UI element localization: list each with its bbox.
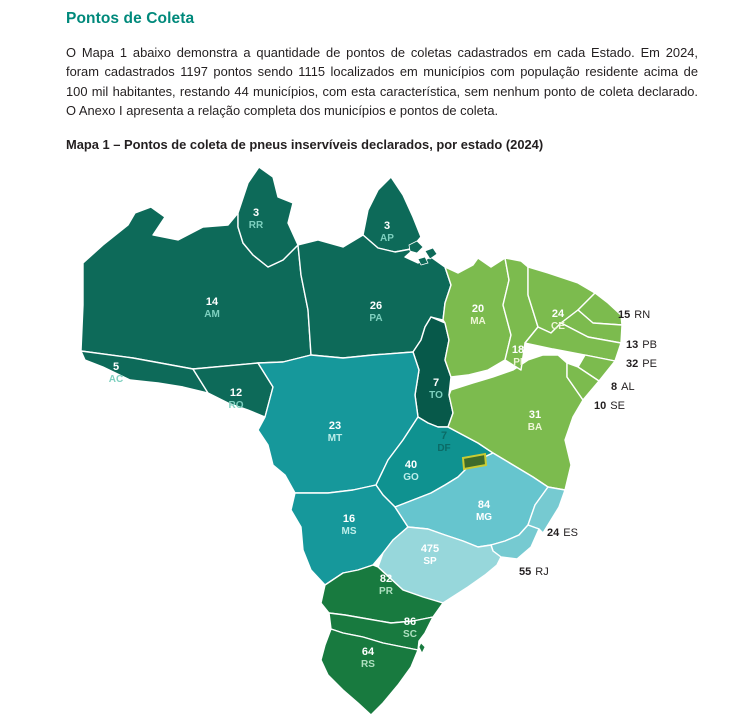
state-label-ac-value: 5 [112,361,120,373]
amazon-delta-islet [425,248,437,259]
state-label-ma-abbr: MA [470,316,486,327]
state-label-rn: 15 RN [618,309,651,321]
state-label-df-abbr: DF [437,443,451,454]
state-label-go-abbr: GO [403,472,419,483]
state-label-ce-value: 24 [551,308,565,320]
state-label-df-value: 7 [440,430,448,442]
state-label-to-value: 7 [432,377,440,389]
state-label-sp-value: 475 [420,543,440,555]
state-label-am-value: 14 [205,296,219,308]
state-label-pi-abbr: PI [513,357,523,368]
page-title: Pontos de Coleta [66,10,195,27]
state-label-mt-abbr: MT [327,433,343,444]
state-label-mg-value: 84 [477,499,491,511]
state-label-ro-abbr: RO [228,400,244,411]
state-label-rs-value: 64 [361,646,375,658]
state-label-mg-abbr: MG [475,512,493,523]
intro-paragraph: O Mapa 1 abaixo demonstra a quantidade de pontos de coletas cadastrados em cada Estado. Em 2024, foram cadastrados 1197 pontos sendo 1115 localizados em municípios com população residente acima de 100 mil habitantes, restando 44 municípios, com esta característica, sem nenhum ponto de coleta declarado. O Anexo I apresenta a relação completa dos municípios e pontos de coleta. [66,45,698,118]
state-label-am-abbr: AM [204,309,220,320]
state-label-pe: 32 PE [626,358,657,370]
state-label-ac-abbr: AC [108,374,124,385]
state-label-sc-abbr: SC [403,629,417,640]
state-label-to-abbr: TO [429,390,443,401]
state-label-pi-value: 18 [511,344,525,356]
state-label-al: 8 AL [611,381,635,393]
state-label-ms-value: 16 [342,513,356,525]
state-label-ba-abbr: BA [527,422,543,433]
map-caption: Mapa 1 – Pontos de coleta de pneus inservíveis declarados, por estado (2024) [66,137,544,153]
state-label-rr-value: 3 [252,207,260,219]
state-label-pa-value: 26 [369,300,383,312]
florianopolis-island [419,643,425,653]
state-label-pa-abbr: PA [369,313,383,324]
state-label-rj: 55 RJ [519,566,549,578]
state-label-se: 10 SE [594,400,625,412]
state-label-ap-value: 3 [383,220,391,232]
state-label-pr-value: 82 [379,573,393,585]
state-label-go-value: 40 [404,459,418,471]
state-label-ma-value: 20 [471,303,485,315]
text-block [66,10,698,152]
state-label-mt-value: 23 [328,420,342,432]
state-label-ro-value: 12 [229,387,243,399]
state-label-sp-abbr: SP [423,556,437,567]
state-label-es: 24 ES [547,527,578,539]
brazil-map [73,155,733,721]
state-label-rr-abbr: RR [248,220,264,231]
state-label-ap-abbr: AP [380,233,394,244]
state-label-sc-value: 86 [403,616,417,628]
state-label-ce-abbr: CE [551,321,565,332]
state-label-ms-abbr: MS [341,526,357,537]
state-label-rs-abbr: RS [361,659,375,670]
brazil-map-svg [73,155,733,721]
state-label-pb: 13 PB [626,339,657,351]
state-label-pr-abbr: PR [379,586,393,597]
state-label-ba-value: 31 [528,409,542,421]
